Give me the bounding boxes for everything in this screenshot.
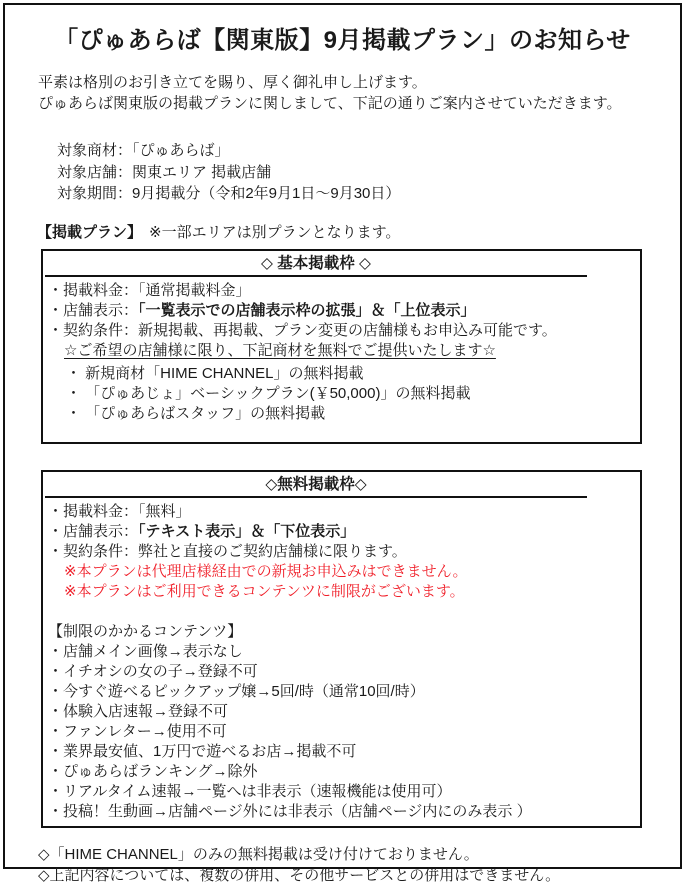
restriction-video: ・投稿！生動画→店舗ページ外には非表示（店舗ページ内にのみ表示 ） xyxy=(48,802,532,820)
restriction-pickup: ・今すぐ遊べるピックアップ嬢→5回/時（通常10回/時） xyxy=(48,682,425,700)
basic-free-offer-line: ☆ご希望の店舗様に限り、下記商材を無料でご提供いたします☆ xyxy=(64,341,496,359)
warning-line-1: ※本プランは代理店様経由での新規お申込みはできません。 xyxy=(64,562,468,580)
restriction-taiken: ・体験入店速報→登録不可 xyxy=(48,702,229,720)
free-item-hime-channel: ・ 新規商材「HIME CHANNEL」の無料掲載 xyxy=(66,364,364,382)
target-product-line: 対象商材：「ぴゅあらば」 xyxy=(57,142,230,159)
restriction-ichioshi: ・イチオシの女の子→登録不可 xyxy=(48,662,258,680)
basic-display-value: 「一覧表示での店舗表示枠の拡張」＆「上位表示」 xyxy=(138,301,476,319)
warning-line-2: ※本プランはご利用できるコンテンツに制限がございます。 xyxy=(64,582,465,600)
target-shops-line: 対象店舗：関東エリア 掲載店舗 xyxy=(57,163,272,181)
plan-section-heading xyxy=(37,221,680,242)
plan-heading-note: ※一部エリアは別プランとなります。 xyxy=(149,223,401,241)
target-period-line: 対象期間：9月掲載分（令和2年9月1日～9月30日） xyxy=(57,185,401,202)
basic-display-line xyxy=(48,301,634,321)
basic-contract-line: ・契約条件：新規掲載、再掲載、プラン変更の店舗様もお申込み可能です。 xyxy=(48,321,557,339)
free-display-value: 「テキスト表示」＆「下位表示」 xyxy=(138,522,356,540)
restriction-main-image: ・店舗メイン画像→表示なし xyxy=(48,642,243,660)
greeting-block xyxy=(38,72,680,114)
free-contract-line: ・契約条件：弊社と直接のご契約店舗様に限ります。 xyxy=(48,542,407,560)
free-plan-box xyxy=(41,470,642,828)
restriction-realtime: ・リアルタイム速報→一覧へは非表示（速報機能は使用可） xyxy=(48,782,452,800)
restrictions-heading: 【制限のかかるコンテンツ】 xyxy=(48,622,243,640)
basic-fee-line: ・掲載料金：「通常掲載料金」 xyxy=(48,281,251,299)
basic-free-items-list xyxy=(66,364,634,424)
document-page xyxy=(3,3,682,884)
restriction-saiyasune: ・業界最安値、1万円で遊べるお店→掲載不可 xyxy=(48,742,357,760)
greeting-line-1: 平素は格別のお引き立てを賜り、厚く御礼申し上げます。 xyxy=(38,74,427,91)
footer-note-1: ◇「HIME CHANNEL」のみの無料掲載は受け付けておりません。 xyxy=(38,845,479,863)
target-info-block xyxy=(57,140,680,205)
blank-line xyxy=(48,602,634,622)
free-plan-box-header: ◇無料掲載枠◇ xyxy=(45,476,587,498)
page-title: 「ぴゅあらば【関東版】9月掲載プラン」のお知らせ xyxy=(54,27,631,54)
basic-plan-box xyxy=(41,249,642,444)
free-display-label: ・店舗表示： xyxy=(48,522,139,540)
free-fee-line: ・掲載料金：「無料」 xyxy=(48,502,191,520)
free-item-staff: ・ 「ぴゅあらばスタッフ」の無料掲載 xyxy=(66,404,326,422)
basic-display-label: ・店舗表示： xyxy=(48,301,139,319)
free-display-line xyxy=(48,522,634,542)
plan-heading-title: 【掲載プラン】 xyxy=(37,223,143,241)
greeting-line-2: ぴゅあらば関東版の掲載プランに関しまして、下記の通りご案内させていただきます。 xyxy=(38,95,622,112)
restriction-ranking: ・ぴゅあらばランキング→除外 xyxy=(48,762,258,780)
basic-plan-box-header: ◇ 基本掲載枠 ◇ xyxy=(45,255,587,277)
restriction-fanletter: ・ファンレター→使用不可 xyxy=(48,722,227,740)
free-item-pyuajo: ・ 「ぴゅあじょ」ベーシックプラン(￥50,000)」の無料掲載 xyxy=(66,384,471,402)
footer-notes xyxy=(38,844,680,886)
footer-note-2: ◇上記内容については、複数の併用、その他サービスとの併用はできません。 xyxy=(38,866,561,884)
restrictions-list xyxy=(48,642,634,822)
